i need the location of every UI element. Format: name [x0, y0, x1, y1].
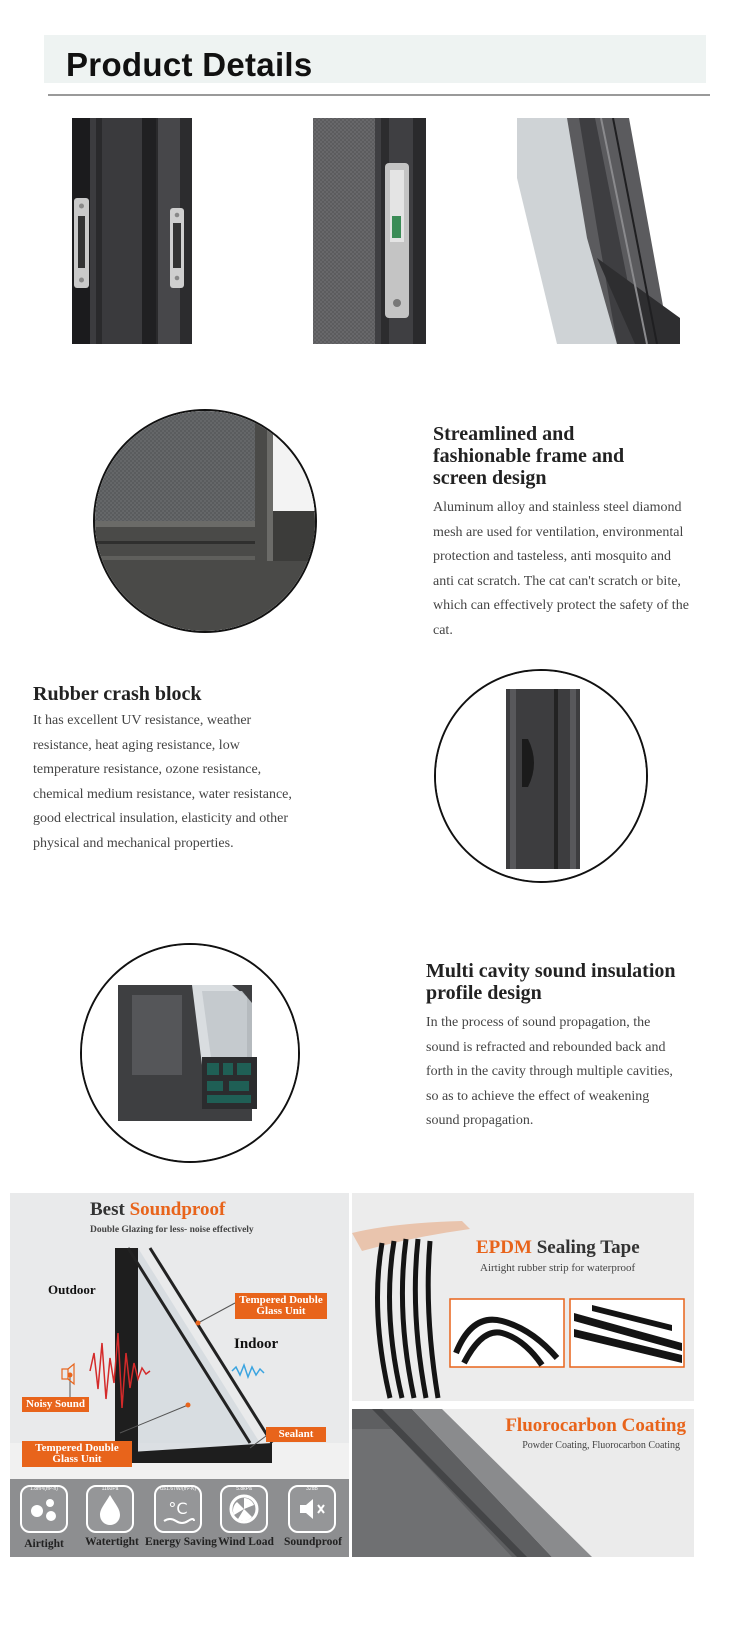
feature-value-wind-load: 5.8kPa: [236, 1486, 252, 1492]
section-body-multi-cavity: In the process of sound propagation, the sound is refracted and rebounded back and forth in the cavity through multiple cavities, so as to achieve the effect of weakening sound propagation.: [426, 1015, 673, 1128]
feature-wind-load: [220, 1485, 268, 1533]
feature-watertight: [86, 1485, 134, 1533]
feature-value-airtight: 1.8m³/(m²·h): [30, 1486, 58, 1492]
section-body-rubber-block: It has excellent UV resistance, weather resistance, heat aging resistance, low temperature resistance, ozone resistance, chemical medium resistance, water resistance, good electrical insulation, elasticity and other physical and mechanical properties.: [33, 713, 292, 851]
feature-label-soundproof: Soundproof: [284, 1536, 342, 1548]
detail-circle-multi-cavity: [80, 943, 300, 1163]
tag-tempered-glass-top: Tempered Double Glass Unit: [235, 1293, 327, 1319]
epdm-title: [476, 1237, 640, 1259]
detail-circle-frame-screen: [93, 409, 317, 633]
section-body-frame-screen: Aluminum alloy and stainless steel diamond mesh are used for ventilation, environmental protection and tasteless, anti mosquito and anti cat scratch. The cat can't scratch or bite, which can effectively protect the safety of the cat.: [433, 500, 689, 638]
feature-label-energy-saving: Energy Saving: [145, 1536, 217, 1548]
soundproof-title-soundproof: Soundproof: [129, 1199, 226, 1220]
header-divider: [48, 94, 710, 96]
section-title-frame-screen: Streamlined and fashionable frame and screen design: [433, 423, 625, 489]
soundproof-title: [90, 1199, 225, 1221]
wind-load-icon: [220, 1485, 268, 1533]
epdm-subtitle: Airtight rubber strip for waterproof: [480, 1262, 636, 1274]
soundproof-subtitle: Double Glazing for less- noise effectively: [90, 1225, 254, 1235]
feature-value-soundproof: 32dB: [306, 1486, 318, 1492]
fluorocarbon-subtitle: Powder Coating, Fluorocarbon Coating: [522, 1440, 680, 1451]
svg-text:°C: °C: [168, 1499, 188, 1518]
soundproof-icon: [288, 1485, 336, 1533]
label-outdoor: Outdoor: [48, 1282, 96, 1297]
feature-label-watertight: Watertight: [85, 1536, 139, 1548]
soundproof-banner: [10, 1193, 349, 1557]
product-photo-frame-corner: [517, 118, 680, 344]
product-photo-locks: [72, 118, 192, 344]
tag-tempered-glass-bottom: Tempered Double Glass Unit: [22, 1441, 132, 1467]
product-photo-handle: [313, 118, 426, 344]
page-title: Product Details: [66, 46, 313, 83]
fluorocarbon-banner: [352, 1409, 694, 1557]
section-title-rubber-block: Rubber crash block: [33, 683, 202, 705]
epdm-banner: [352, 1193, 694, 1401]
feature-energy-saving: [154, 1485, 202, 1533]
tag-sealant: Sealant: [266, 1427, 326, 1442]
label-indoor: Indoor: [234, 1336, 279, 1352]
watertight-icon: [86, 1485, 134, 1533]
tag-noisy-sound: Noisy Sound: [22, 1397, 89, 1412]
feature-label-wind-load: Wind Load: [218, 1536, 274, 1548]
section-title-multi-cavity: Multi cavity sound insulation profile design: [426, 960, 676, 1004]
airtight-icon: [20, 1485, 68, 1533]
soundproof-title-best: Best: [90, 1199, 125, 1220]
feature-soundproof: [288, 1485, 336, 1533]
epdm-title-epdm: EPDM: [476, 1237, 532, 1258]
feature-value-energy-saving: U≥1.67W/(m²·K): [159, 1486, 197, 1492]
detail-circle-rubber-block: [434, 669, 648, 883]
energy-saving-icon: [154, 1485, 202, 1533]
fluorocarbon-title: Fluorocarbon Coating: [505, 1415, 686, 1436]
epdm-title-sealing: Sealing Tape: [536, 1237, 640, 1258]
feature-value-watertight: 1160Pa: [101, 1486, 119, 1492]
feature-airtight: [20, 1485, 68, 1533]
epdm-illustration: [352, 1193, 694, 1401]
feature-label-airtight: Airtight: [24, 1538, 64, 1550]
